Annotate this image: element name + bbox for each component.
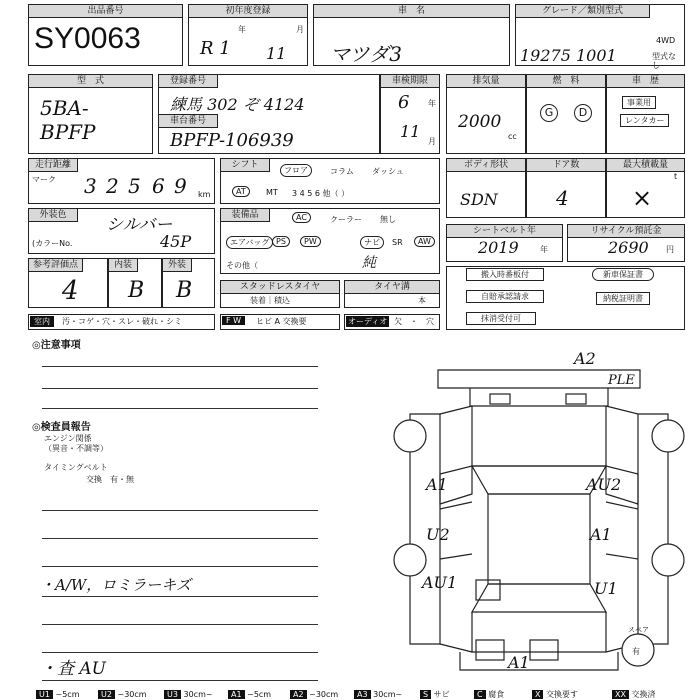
equip-sr: SR bbox=[392, 238, 403, 247]
shift-mt: MT bbox=[266, 188, 278, 197]
note-line bbox=[42, 680, 318, 681]
legend-text: 30cm~ bbox=[183, 690, 213, 699]
fw-value: ヒビ A 交換要 bbox=[256, 317, 307, 326]
equip-ac: AC bbox=[292, 212, 311, 223]
damage-mark: A1 bbox=[590, 525, 612, 544]
load-unit: t bbox=[674, 172, 678, 181]
engine-label: エンジン関係（異音・不調等） bbox=[44, 434, 108, 453]
damage-mark: AU1 bbox=[422, 573, 458, 592]
legend-item bbox=[290, 690, 338, 700]
grade-label: グレード／類別型式 bbox=[515, 4, 650, 18]
chassis-value: BPFP-106939 bbox=[170, 130, 294, 151]
load-label: 最大積載量 bbox=[606, 158, 685, 172]
history-label: 車 歴 bbox=[606, 74, 685, 88]
color-label: 外装色 bbox=[28, 208, 78, 222]
shift-gears: 3 4 5 6 他（ ） bbox=[292, 189, 350, 198]
fuel-label: 燃 料 bbox=[526, 74, 606, 88]
equip-pw: PW bbox=[300, 236, 321, 247]
4wd-label: 4WD bbox=[656, 36, 676, 45]
seatbelt-year: 2019 bbox=[478, 238, 519, 257]
doc-item: 抹消受付可 bbox=[466, 312, 536, 325]
fw-label: F W bbox=[222, 316, 245, 325]
note-line bbox=[42, 510, 318, 511]
legend-code: U1 bbox=[36, 690, 53, 699]
reg-no-label: 登録番号 bbox=[158, 74, 218, 88]
damage-mark: PLE bbox=[608, 373, 635, 388]
spare-value: 有 bbox=[632, 647, 640, 656]
recycle-value: 2690 bbox=[608, 238, 649, 257]
reg-no-value: 練馬 302 ぞ 4124 bbox=[170, 95, 305, 114]
first-reg-month: 11 bbox=[266, 44, 287, 63]
interior-label: 内装 bbox=[108, 258, 138, 272]
legend-text: 腐食 bbox=[488, 690, 505, 699]
inspect-year: 6 bbox=[398, 92, 410, 113]
first-reg-era: R 1 bbox=[200, 38, 231, 59]
legend-text: ~5cm bbox=[55, 690, 80, 699]
exterior-label: 外装 bbox=[162, 258, 192, 272]
equip-navi: ナビ bbox=[360, 236, 384, 249]
note-line bbox=[42, 596, 318, 597]
legend-code: S bbox=[420, 690, 431, 699]
load-value: × bbox=[632, 184, 653, 212]
mileage-label: 走行距離 bbox=[28, 158, 78, 172]
doors-label: ドア数 bbox=[526, 158, 606, 172]
doc-right-item: 納税証明書 bbox=[596, 292, 650, 305]
legend-code: C bbox=[474, 690, 486, 699]
recycle-yen: 円 bbox=[666, 245, 674, 254]
caution-title: ◎注意事項 bbox=[32, 340, 81, 351]
equip-other: 純 bbox=[362, 255, 376, 271]
legend-item bbox=[532, 690, 578, 700]
legend-code: A2 bbox=[290, 690, 307, 699]
note-line bbox=[42, 652, 318, 653]
recycle-label: リサイクル預託金 bbox=[567, 224, 685, 238]
legend-text: 30cm~ bbox=[373, 690, 403, 699]
legend-code: U2 bbox=[98, 690, 115, 699]
interior-cond-label: 室内 bbox=[30, 316, 54, 327]
timing-opts: 交換 有・無 bbox=[86, 475, 134, 484]
interior-value: B bbox=[128, 278, 145, 303]
legend-text: ~5cm bbox=[247, 690, 272, 699]
legend-text: 交換済 bbox=[631, 690, 656, 699]
audio-value: 欠 ・ 穴 bbox=[394, 317, 434, 326]
doc-item: 自賠承認請求 bbox=[466, 290, 544, 303]
first-reg-label: 初年度登録 bbox=[188, 4, 308, 18]
timing-label: タイミングベルト bbox=[44, 463, 108, 472]
studless-label: スタッドレスタイヤ bbox=[220, 280, 340, 294]
legend-text: 交換要す bbox=[546, 690, 579, 699]
inspect-month: 11 bbox=[400, 122, 421, 141]
lot-label: 出品番号 bbox=[28, 4, 183, 18]
note-line bbox=[42, 566, 318, 567]
legend-code: A1 bbox=[228, 690, 245, 699]
inspect-month-unit: 月 bbox=[428, 137, 436, 146]
note-line bbox=[42, 408, 318, 409]
chassis-label: 車台番号 bbox=[158, 114, 218, 128]
lot-number: SY0063 bbox=[34, 22, 141, 55]
legend-text: サビ bbox=[433, 690, 450, 699]
damage-mark: A2 bbox=[574, 349, 596, 368]
damage-mark: U2 bbox=[426, 525, 450, 544]
tire-label: タイヤ溝 bbox=[344, 280, 440, 294]
shift-column: コラム bbox=[330, 167, 354, 176]
damage-mark: AU2 bbox=[586, 475, 622, 494]
model-value: 5BA-BPFP bbox=[40, 96, 96, 144]
legend-text: ~30cm bbox=[117, 690, 147, 699]
legend-item bbox=[354, 690, 402, 700]
inspector-note: ・査 AU bbox=[40, 659, 107, 679]
legend-item bbox=[420, 690, 450, 700]
seatbelt-label: シートベルト年 bbox=[446, 224, 563, 238]
legend-item bbox=[98, 690, 147, 700]
mileage-digit: 2 bbox=[106, 174, 119, 198]
equip-ps: PS bbox=[272, 236, 290, 247]
car-name: マツダ3 bbox=[330, 42, 402, 66]
note-line bbox=[42, 366, 318, 367]
equip-other-label: その他（ bbox=[226, 261, 258, 270]
legend-item bbox=[36, 690, 79, 700]
mileage-digit: 5 bbox=[128, 174, 141, 198]
car-damage-diagram bbox=[380, 344, 690, 684]
audio-label: オーディオ bbox=[348, 317, 388, 326]
legend-code: U3 bbox=[164, 690, 181, 699]
mileage-digit: 9 bbox=[174, 174, 187, 198]
car-name-label: 車 名 bbox=[313, 4, 510, 18]
damage-mark: A1 bbox=[508, 653, 530, 672]
doors-value: 4 bbox=[556, 186, 569, 210]
equip-label: 装備品 bbox=[220, 208, 270, 222]
equip-airbag: エアバッグ bbox=[226, 236, 273, 249]
cc-unit: cc bbox=[508, 132, 517, 141]
damage-mark: U1 bbox=[594, 579, 618, 598]
interior-cond-value: 汚・コゲ・穴・スレ・破れ・シミ bbox=[62, 317, 182, 326]
legend-item bbox=[164, 690, 213, 700]
inspect-year-unit: 年 bbox=[428, 99, 436, 108]
fuel-g: G bbox=[540, 104, 558, 122]
body-label: ボディ形状 bbox=[446, 158, 526, 172]
color-value: シルバー bbox=[106, 215, 173, 235]
exterior-value: B bbox=[176, 278, 193, 303]
seatbelt-year-unit: 年 bbox=[540, 245, 548, 254]
first-reg-month-unit: 月 bbox=[296, 25, 304, 34]
displacement-label: 排気量 bbox=[446, 74, 526, 88]
legend-code: A3 bbox=[354, 690, 371, 699]
grade-value: 19275 1001 bbox=[520, 46, 617, 65]
first-reg-year-unit: 年 bbox=[238, 25, 246, 34]
equip-none: 無し bbox=[380, 215, 396, 224]
legend-item bbox=[228, 690, 271, 700]
legend-code: X bbox=[532, 690, 543, 699]
shape-none-label: 型式なし bbox=[652, 52, 676, 70]
history-rental: レンタカー bbox=[620, 114, 669, 127]
doc-right-item: 新車保証書 bbox=[592, 268, 654, 281]
legend-code: XX bbox=[612, 690, 629, 699]
shift-floor: フロア bbox=[280, 164, 312, 177]
inspect-label: 車検期限 bbox=[380, 74, 440, 88]
model-label: 型 式 bbox=[28, 74, 153, 88]
legend-item bbox=[474, 690, 504, 700]
body-value: SDN bbox=[460, 190, 498, 209]
equip-aw: AW bbox=[414, 236, 435, 247]
fuel-d: D bbox=[574, 104, 592, 122]
spare-label: スペア bbox=[628, 626, 649, 634]
equip-cooler: クーラー bbox=[330, 215, 362, 224]
mileage-digit: 3 bbox=[84, 174, 97, 198]
shift-dash: ダッシュ bbox=[372, 167, 404, 176]
legend-text: ~30cm bbox=[309, 690, 339, 699]
displacement-value: 2000 bbox=[458, 112, 502, 132]
damage-mark: A1 bbox=[426, 475, 448, 494]
color-no: 45P bbox=[160, 232, 192, 251]
inspector-note: ・A/W，ロミラーキズ bbox=[40, 576, 192, 594]
km-unit: km bbox=[198, 190, 211, 199]
legend-item bbox=[612, 690, 656, 700]
score-label: 参考評価点 bbox=[28, 258, 83, 272]
doc-item: 搬入時番板付 bbox=[466, 268, 544, 281]
color-no-label: (カラーNo. bbox=[32, 239, 73, 248]
mileage-mark: マーク bbox=[32, 175, 56, 184]
score-value: 4 bbox=[62, 276, 79, 306]
studless-opts: 装着｜積込 bbox=[250, 296, 290, 305]
note-line bbox=[42, 538, 318, 539]
inspector-title: ◎検査員報告 bbox=[32, 422, 91, 433]
tire-unit: 本 bbox=[418, 296, 426, 305]
history-business: 事業用 bbox=[622, 96, 656, 109]
shift-at: AT bbox=[232, 186, 250, 197]
shift-label: シフト bbox=[220, 158, 270, 172]
note-line bbox=[42, 388, 318, 389]
note-line bbox=[42, 624, 318, 625]
mileage-digit: 6 bbox=[152, 174, 165, 198]
